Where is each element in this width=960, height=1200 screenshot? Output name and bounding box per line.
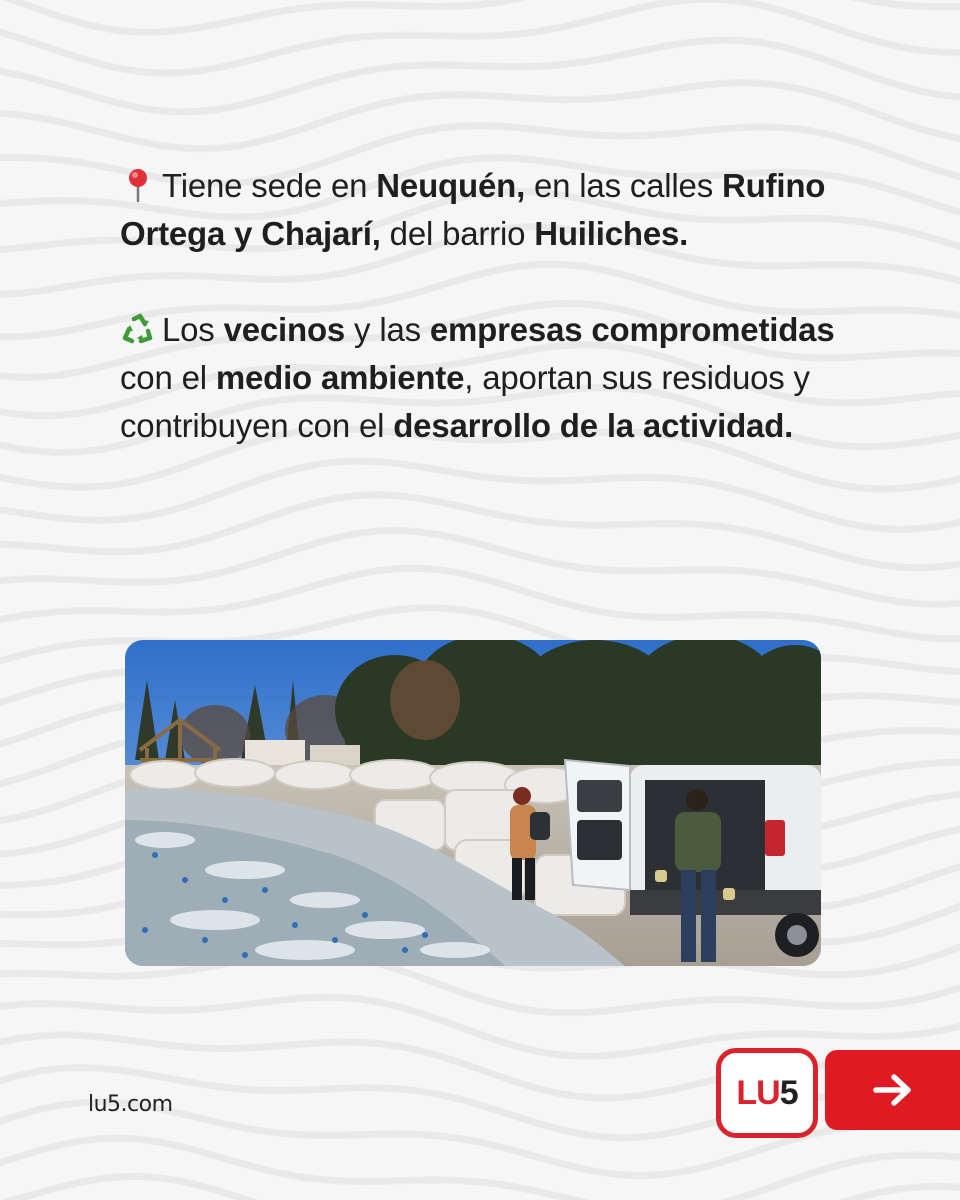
location-text-3: del barrio bbox=[380, 215, 535, 252]
logo-lu: LU bbox=[736, 1073, 780, 1112]
lu5-logo bbox=[716, 1048, 818, 1138]
contributors-environment: medio ambiente bbox=[215, 359, 465, 396]
location-text-1: Tiene sede en bbox=[162, 167, 377, 204]
background-wave-line bbox=[0, 0, 960, 73]
pushpin-icon bbox=[120, 167, 156, 203]
background-wave-line bbox=[0, 40, 960, 112]
contributors-neighbors: vecinos bbox=[223, 311, 346, 348]
recycling-site-photo bbox=[125, 640, 821, 966]
website-url: lu5.com bbox=[88, 1092, 173, 1117]
contributors-text-4: , aportan sus residuos y contribuyen con el bbox=[120, 359, 810, 444]
location-streets: Rufino Ortega y Chajarí, bbox=[120, 167, 826, 252]
background-wave-line bbox=[0, 0, 960, 32]
contributors-text-1: Los bbox=[162, 311, 224, 348]
background-wave-line bbox=[0, 1138, 960, 1200]
contributors-activity: desarrollo de la actividad. bbox=[393, 407, 794, 444]
contributors-companies: empresas comprometidas bbox=[429, 311, 835, 348]
background-wave-line bbox=[0, 495, 960, 568]
location-paragraph bbox=[120, 162, 840, 258]
next-button[interactable] bbox=[825, 1050, 960, 1130]
location-city: Neuquén, bbox=[376, 167, 526, 204]
contributors-paragraph bbox=[120, 306, 840, 450]
logo-5: 5 bbox=[779, 1073, 798, 1112]
contributors-text-3: con el bbox=[120, 359, 216, 396]
background-wave-line bbox=[0, 461, 960, 530]
background-wave-line bbox=[0, 83, 960, 149]
text-content bbox=[120, 162, 840, 450]
recycle-icon bbox=[120, 311, 156, 347]
background-wave-line bbox=[0, 531, 960, 605]
arrow-right-icon bbox=[872, 1073, 914, 1107]
location-text-2: en las calles bbox=[525, 167, 722, 204]
location-neighborhood: Huiliches. bbox=[534, 215, 689, 252]
logo-wordmark bbox=[736, 1074, 797, 1113]
contributors-text-2: y las bbox=[345, 311, 430, 348]
